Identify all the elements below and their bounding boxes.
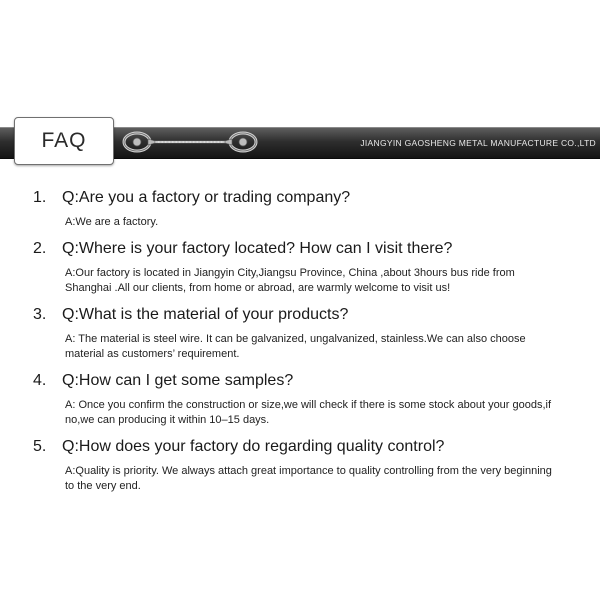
answer-text: A: The material is steel wire. It can be galvanized, ungalvanized, stainless.We can also choose material as customers’ requirement. [65, 333, 526, 360]
answer-text: A:Our factory is located in Jiangyin City,Jiangsu Province, China ,about 3hours bus ride from Shanghai .All our clients, from home or abroad, are warmly welcome to visit us! [65, 267, 515, 294]
question-number: 4. [33, 372, 47, 389]
faq-item-4 [33, 372, 593, 428]
question-number: 1. [33, 189, 47, 206]
question-text: Q:How does your factory do regarding quality control? [62, 438, 445, 455]
faq-item-1 [33, 189, 593, 230]
question-text: Q:Are you a factory or trading company? [62, 189, 351, 206]
question-text: Q:How can I get some samples? [62, 372, 294, 389]
company-name: JIANGYIN GAOSHENG METAL MANUFACTURE CO.,LTD [360, 138, 596, 148]
question-number: 2. [33, 240, 47, 257]
question-number: 5. [33, 438, 47, 455]
faq-list [33, 189, 593, 504]
faq-item-2 [33, 240, 593, 296]
wire-rope-icon [119, 127, 259, 157]
faq-title: FAQ [14, 117, 114, 165]
header-banner [0, 117, 600, 167]
question-number: 3. [33, 306, 47, 323]
faq-item-3 [33, 306, 593, 362]
question-text: Q:What is the material of your products? [62, 306, 349, 323]
faq-item-5 [33, 438, 593, 494]
question-text: Q:Where is your factory located? How can I visit there? [62, 240, 453, 257]
answer-text: A: Once you confirm the construction or size,we will check if there is some stock about your goods,if no,we can producing it within 10–15 days. [65, 399, 552, 426]
answer-text: A:Quality is priority. We always attach great importance to quality controlling from the very beginning to the very end. [65, 465, 552, 492]
answer-text: A:We are a factory. [65, 216, 159, 228]
